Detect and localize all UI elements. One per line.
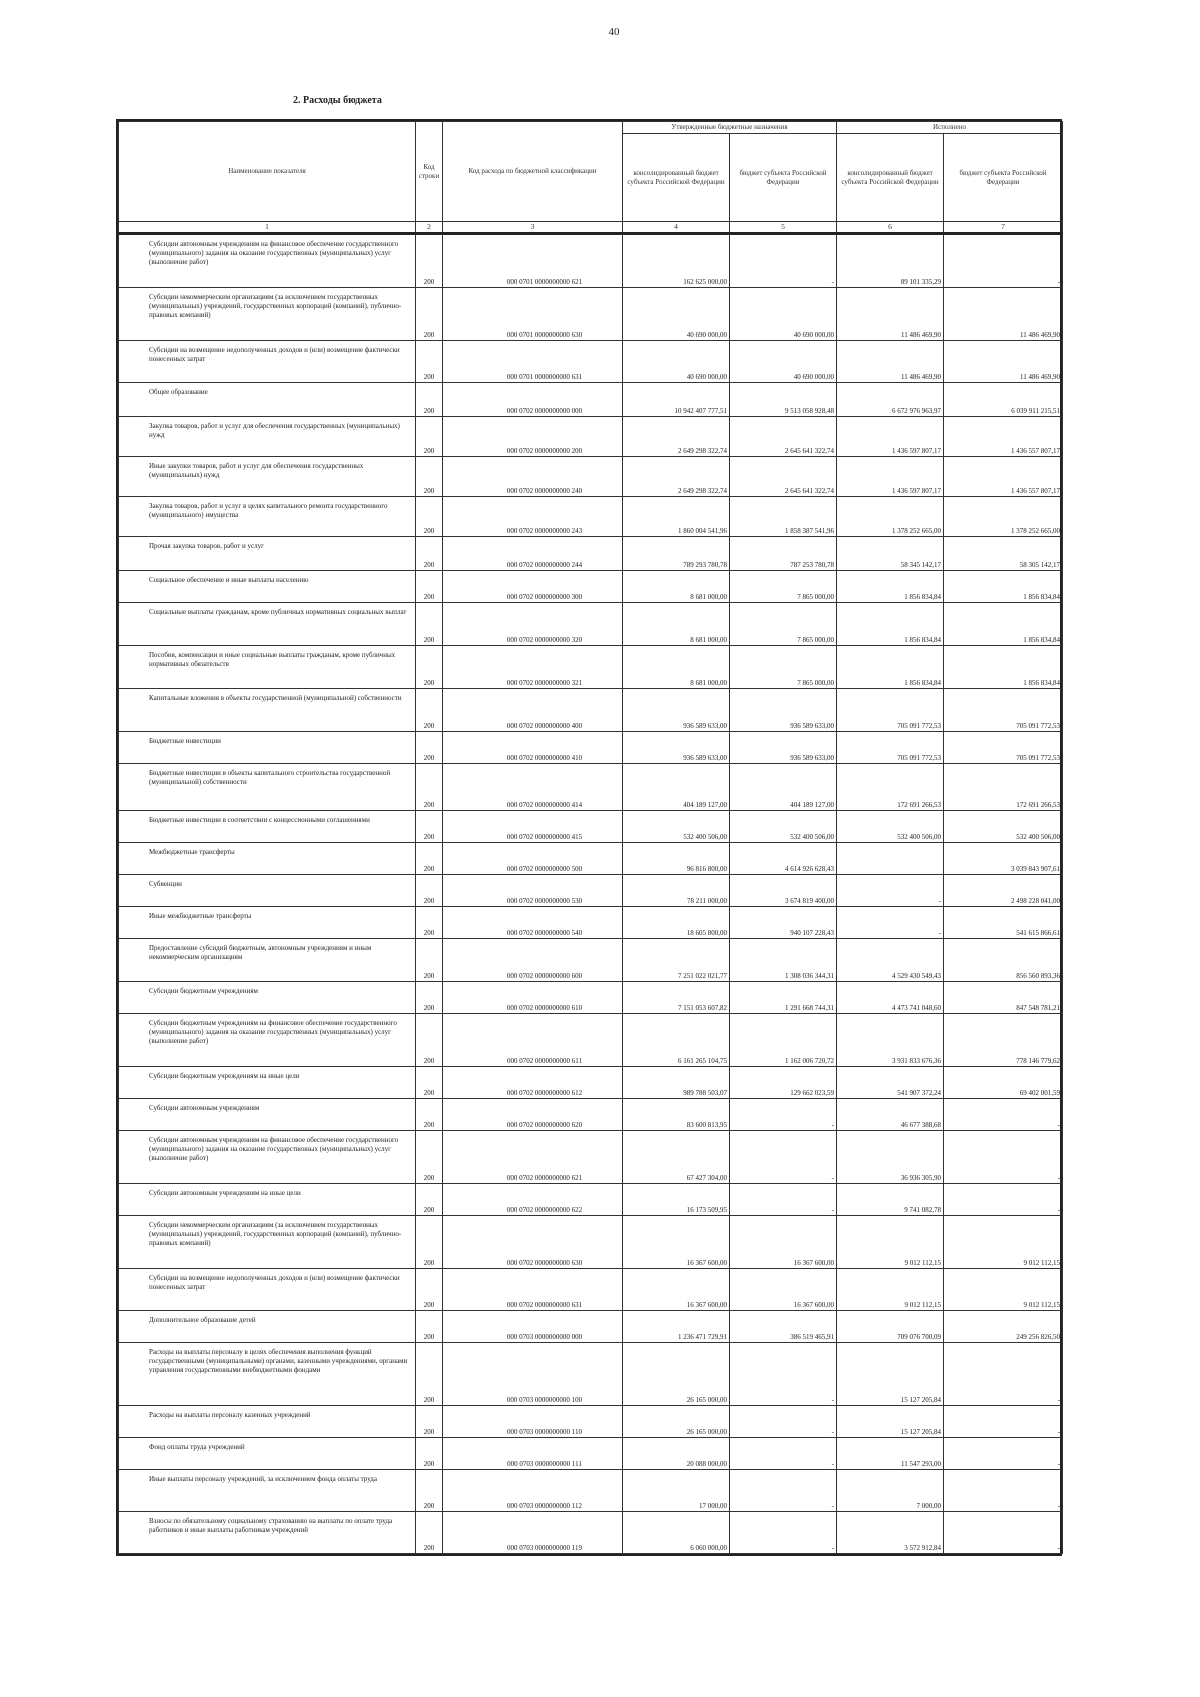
row-executed-consolidated: 11 547 293,00 [837,1438,944,1470]
row-approved-subject: - [730,1343,837,1406]
row-line-code: 200 [416,234,443,288]
row-name: Субсидии на возмещение недополученных доходов и (или) возмещение фактически понесенных затрат [119,1269,416,1311]
row-line-code: 200 [416,764,443,811]
row-executed-subject: 1 436 557 807,17 [944,417,1063,457]
row-name: Социальные выплаты гражданам, кроме публичных нормативных социальных выплат [119,603,416,646]
row-kbk-code: 000 0702 0000000000 621 [443,1131,623,1184]
row-approved-subject: - [730,1470,837,1512]
row-executed-subject: 249 256 826,50 [944,1311,1063,1343]
row-approved-consolidated: 8 681 000,00 [623,646,730,689]
row-name: Фонд оплаты труда учреждений [119,1438,416,1470]
row-approved-subject: - [730,1512,837,1554]
row-line-code: 200 [416,1131,443,1184]
row-name: Иные выплаты персоналу учреждений, за исключением фонда оплаты труда [119,1470,416,1512]
table-row [119,1099,1063,1131]
row-kbk-code: 000 0703 0000000000 112 [443,1470,623,1512]
row-kbk-code: 000 0702 0000000000 244 [443,537,623,571]
table-row [119,537,1063,571]
row-approved-consolidated: 26 165 000,00 [623,1343,730,1406]
row-name: Субсидии бюджетным учреждениям на финансовое обеспечение государственного (муниципального) задания на оказание государственных (муниципальных) услуг (выполнение работ) [119,1014,416,1067]
row-executed-consolidated: 1 856 834,84 [837,571,944,603]
table-row [119,689,1063,732]
table-row [119,457,1063,497]
row-name: Дополнительное образование детей [119,1311,416,1343]
row-executed-subject: 9 012 112,15 [944,1216,1063,1269]
row-executed-subject: - [944,1343,1063,1406]
row-executed-subject: 856 560 893,36 [944,939,1063,982]
row-name: Субсидии бюджетным учреждениям на иные цели [119,1067,416,1099]
header-name: Наименование показателя [119,122,416,222]
row-approved-subject: 4 614 926 628,43 [730,843,837,875]
row-name: Субвенции [119,875,416,907]
table-row [119,1470,1063,1512]
row-line-code: 200 [416,646,443,689]
row-line-code: 200 [416,341,443,383]
row-executed-subject: 3 039 843 907,61 [944,843,1063,875]
row-kbk-code: 000 0702 0000000000 530 [443,875,623,907]
row-kbk-code: 000 0701 0000000000 630 [443,288,623,341]
row-approved-subject: 16 367 600,00 [730,1269,837,1311]
row-approved-subject: 1 858 387 541,96 [730,497,837,537]
row-line-code: 200 [416,811,443,843]
row-approved-consolidated: 936 589 633,00 [623,732,730,764]
row-approved-subject: 129 662 023,59 [730,1067,837,1099]
row-executed-subject: - [944,1131,1063,1184]
row-approved-consolidated: 7 251 022 021,77 [623,939,730,982]
row-executed-consolidated: 1 856 834,84 [837,646,944,689]
row-line-code: 200 [416,1184,443,1216]
row-line-code: 200 [416,1406,443,1438]
row-approved-subject: 7 865 000,00 [730,571,837,603]
row-approved-subject: 936 589 633,00 [730,689,837,732]
row-executed-subject: 11 486 469,90 [944,288,1063,341]
row-approved-subject: 7 865 000,00 [730,646,837,689]
page-number: 40 [608,26,620,38]
row-name: Субсидии бюджетным учреждениям [119,982,416,1014]
row-name: Бюджетные инвестиции [119,732,416,764]
row-approved-subject: 940 107 228,43 [730,907,837,939]
row-executed-consolidated: 9 012 112,15 [837,1269,944,1311]
row-kbk-code: 000 0701 0000000000 631 [443,341,623,383]
row-line-code: 200 [416,288,443,341]
row-line-code: 200 [416,1512,443,1554]
table-row [119,732,1063,764]
row-name: Межбюджетные трансферты [119,843,416,875]
row-executed-subject: 6 039 911 215,51 [944,383,1063,417]
row-kbk-code: 000 0702 0000000000 300 [443,571,623,603]
row-approved-subject: 1 291 668 744,31 [730,982,837,1014]
row-executed-subject: 58 305 142,17 [944,537,1063,571]
row-approved-subject: 9 513 058 928,48 [730,383,837,417]
row-kbk-code: 000 0702 0000000000 630 [443,1216,623,1269]
row-approved-consolidated: 20 088 000,00 [623,1438,730,1470]
row-approved-subject: - [730,1131,837,1184]
header-executed-subject: бюджет субъекта Российской Федерации [944,134,1063,222]
table-row [119,1014,1063,1067]
row-executed-consolidated: 541 907 372,24 [837,1067,944,1099]
row-executed-subject: 778 146 779,62 [944,1014,1063,1067]
row-executed-subject: 532 400 506,00 [944,811,1063,843]
table-row [119,1184,1063,1216]
row-executed-subject: - [944,234,1063,288]
header-executed-group: Исполнено [837,122,1063,134]
table-row [119,1406,1063,1438]
header-line-code: Код строки [416,122,443,222]
table-row [119,1269,1063,1311]
row-kbk-code: 000 0702 0000000000 500 [443,843,623,875]
row-line-code: 200 [416,383,443,417]
table-row [119,907,1063,939]
row-line-code: 200 [416,1470,443,1512]
row-executed-consolidated: 172 691 266,53 [837,764,944,811]
row-name: Пособия, компенсации и иные социальные выплаты гражданам, кроме публичных нормативных обязательств [119,646,416,689]
row-name: Субсидии некоммерческим организациям (за исключением государственных (муниципальных) учреждений, государственных корпораций (компаний), публично-правовых компаний) [119,1216,416,1269]
row-approved-consolidated: 16 173 509,95 [623,1184,730,1216]
row-approved-subject: - [730,1184,837,1216]
row-executed-consolidated: 709 076 700,09 [837,1311,944,1343]
row-name: Субсидии автономным учреждениям на иные цели [119,1184,416,1216]
table-row [119,234,1063,288]
table-row [119,1311,1063,1343]
row-executed-subject: - [944,1184,1063,1216]
row-approved-subject: - [730,234,837,288]
row-executed-subject: 1 856 834,84 [944,603,1063,646]
row-executed-subject: 1 856 834,84 [944,646,1063,689]
row-executed-consolidated: 89 101 335,29 [837,234,944,288]
row-kbk-code: 000 0702 0000000000 320 [443,603,623,646]
table-row [119,843,1063,875]
row-approved-subject: 386 519 465,91 [730,1311,837,1343]
row-name: Закупка товаров, работ и услуг в целях капитального ремонта государственного (муниципального) имущества [119,497,416,537]
row-approved-subject: 1 162 006 720,72 [730,1014,837,1067]
row-approved-consolidated: 936 589 633,00 [623,689,730,732]
row-line-code: 200 [416,1067,443,1099]
row-line-code: 200 [416,1099,443,1131]
row-kbk-code: 000 0702 0000000000 243 [443,497,623,537]
row-approved-subject: 404 189 127,00 [730,764,837,811]
row-kbk-code: 000 0702 0000000000 610 [443,982,623,1014]
row-executed-subject: 1 856 834,84 [944,571,1063,603]
row-line-code: 200 [416,843,443,875]
column-number: 6 [837,222,944,234]
row-executed-consolidated: 705 091 772,53 [837,732,944,764]
row-kbk-code: 000 0703 0000000000 000 [443,1311,623,1343]
table-row [119,1131,1063,1184]
table-row [119,982,1063,1014]
row-kbk-code: 000 0701 0000000000 621 [443,234,623,288]
row-line-code: 200 [416,1014,443,1067]
row-approved-consolidated: 6 161 265 104,75 [623,1014,730,1067]
table-row [119,1216,1063,1269]
row-approved-subject: - [730,1406,837,1438]
row-name: Иные межбюджетные трансферты [119,907,416,939]
row-approved-consolidated: 16 367 600,00 [623,1269,730,1311]
row-executed-consolidated: 11 486 469,90 [837,288,944,341]
row-executed-consolidated: 705 091 772,53 [837,689,944,732]
row-executed-subject: 11 486 469,90 [944,341,1063,383]
row-approved-consolidated: 6 060 000,00 [623,1512,730,1554]
table-row [119,341,1063,383]
header-executed-consolidated: консолидированный бюджет субъекта Российской Федерации [837,134,944,222]
row-executed-consolidated: 1 378 252 665,00 [837,497,944,537]
row-approved-consolidated: 83 600 813,95 [623,1099,730,1131]
row-approved-consolidated: 7 151 053 607,82 [623,982,730,1014]
row-approved-consolidated: 40 690 000,00 [623,341,730,383]
row-approved-consolidated: 2 649 298 322,74 [623,457,730,497]
row-approved-consolidated: 1 236 471 729,91 [623,1311,730,1343]
row-approved-consolidated: 404 189 127,00 [623,764,730,811]
row-executed-consolidated: 3 931 833 676,36 [837,1014,944,1067]
row-name: Закупка товаров, работ и услуг для обеспечения государственных (муниципальных) нужд [119,417,416,457]
row-executed-subject: 705 091 772,53 [944,732,1063,764]
row-executed-subject: 2 498 228 041,00 [944,875,1063,907]
row-executed-consolidated: 7 000,00 [837,1470,944,1512]
row-executed-consolidated [837,843,944,875]
row-kbk-code: 000 0703 0000000000 111 [443,1438,623,1470]
table-row [119,383,1063,417]
row-line-code: 200 [416,1216,443,1269]
row-approved-consolidated: 2 649 298 322,74 [623,417,730,457]
row-approved-subject: 787 253 780,78 [730,537,837,571]
table-row [119,1343,1063,1406]
row-kbk-code: 000 0702 0000000000 200 [443,417,623,457]
row-name: Бюджетные инвестиции в объекты капитального строительства государственной (муниципальной) собственности [119,764,416,811]
row-approved-subject: - [730,1099,837,1131]
table-body [119,234,1063,1554]
row-approved-subject: 2 645 641 322,74 [730,417,837,457]
row-kbk-code: 000 0702 0000000000 321 [443,646,623,689]
row-approved-subject: 1 308 036 344,31 [730,939,837,982]
row-approved-consolidated: 40 690 000,00 [623,288,730,341]
row-executed-subject: 847 548 781,21 [944,982,1063,1014]
row-executed-subject: - [944,1406,1063,1438]
row-kbk-code: 000 0702 0000000000 620 [443,1099,623,1131]
row-kbk-code: 000 0703 0000000000 110 [443,1406,623,1438]
row-approved-consolidated: 8 681 000,00 [623,603,730,646]
row-executed-consolidated: 1 856 834,84 [837,603,944,646]
row-kbk-code: 000 0702 0000000000 414 [443,764,623,811]
row-name: Субсидии на возмещение недополученных доходов и (или) возмещение фактически понесенных затрат [119,341,416,383]
row-kbk-code: 000 0702 0000000000 611 [443,1014,623,1067]
column-number: 1 [119,222,416,234]
row-name: Субсидии автономным учреждениям на финансовое обеспечение государственного (муниципального) задания на оказание государственных (муниципальных) услуг (выполнение работ) [119,234,416,288]
row-approved-consolidated: 18 605 800,00 [623,907,730,939]
row-approved-consolidated: 10 942 407 777,51 [623,383,730,417]
row-line-code: 200 [416,982,443,1014]
table-row [119,497,1063,537]
row-executed-consolidated: - [837,875,944,907]
row-kbk-code: 000 0702 0000000000 600 [443,939,623,982]
row-approved-consolidated: 17 000,00 [623,1470,730,1512]
row-kbk-code: 000 0702 0000000000 400 [443,689,623,732]
expenditure-table-frame [116,119,1062,1556]
row-approved-consolidated: 67 427 304,00 [623,1131,730,1184]
header-kbk: Код расхода по бюджетной классификации [443,122,623,222]
row-name: Иные закупки товаров, работ и услуг для обеспечения государственных (муниципальных) нужд [119,457,416,497]
row-executed-subject: 1 378 252 665,00 [944,497,1063,537]
row-executed-consolidated: 1 436 597 807,17 [837,457,944,497]
row-kbk-code: 000 0702 0000000000 410 [443,732,623,764]
row-executed-subject: - [944,1470,1063,1512]
column-number: 3 [443,222,623,234]
row-executed-subject: 541 615 866,61 [944,907,1063,939]
row-executed-subject: 1 436 557 807,17 [944,457,1063,497]
row-name: Предоставление субсидий бюджетным, автономным учреждениям и иным некоммерческим организациям [119,939,416,982]
row-executed-subject: - [944,1438,1063,1470]
row-name: Бюджетные инвестиции в соответствии с концессионными соглашениями [119,811,416,843]
row-line-code: 200 [416,875,443,907]
row-executed-consolidated: 36 936 305,90 [837,1131,944,1184]
row-kbk-code: 000 0702 0000000000 631 [443,1269,623,1311]
row-executed-subject: - [944,1512,1063,1554]
table-row [119,646,1063,689]
row-line-code: 200 [416,1311,443,1343]
row-name: Взносы по обязательному социальному страхованию на выплаты по оплате труда работников и иные выплаты работникам учреждений [119,1512,416,1554]
row-line-code: 200 [416,603,443,646]
row-approved-subject: 2 645 641 322,74 [730,457,837,497]
row-line-code: 200 [416,497,443,537]
table-row [119,939,1063,982]
row-executed-subject: 705 091 772,53 [944,689,1063,732]
row-kbk-code: 000 0702 0000000000 540 [443,907,623,939]
row-line-code: 200 [416,689,443,732]
row-line-code: 200 [416,1269,443,1311]
row-approved-consolidated: 162 625 000,00 [623,234,730,288]
table-row [119,288,1063,341]
row-name: Субсидии некоммерческим организациям (за исключением государственных (муниципальных) учреждений, государственных корпораций (компаний), публично-правовых компаний) [119,288,416,341]
row-executed-subject: - [944,1099,1063,1131]
row-approved-consolidated: 16 367 600,00 [623,1216,730,1269]
row-approved-subject: 3 674 819 400,00 [730,875,837,907]
row-approved-subject: - [730,1438,837,1470]
row-executed-consolidated: 15 127 205,84 [837,1406,944,1438]
row-executed-consolidated: 532 400 506,00 [837,811,944,843]
table-row [119,764,1063,811]
table-row [119,603,1063,646]
header-approved-group: Утвержденные бюджетные назначения [623,122,837,134]
row-approved-subject: 936 589 633,00 [730,732,837,764]
row-approved-consolidated: 789 293 780,78 [623,537,730,571]
row-executed-consolidated: 46 677 388,68 [837,1099,944,1131]
row-executed-consolidated: 6 672 976 963,97 [837,383,944,417]
row-approved-consolidated: 26 165 000,00 [623,1406,730,1438]
section-title: 2. Расходы бюджета [293,95,382,106]
row-line-code: 200 [416,732,443,764]
row-name: Субсидии автономным учреждениям на финансовое обеспечение государственного (муниципального) задания на оказание государственных (муниципальных) услуг (выполнение работ) [119,1131,416,1184]
row-kbk-code: 000 0702 0000000000 000 [443,383,623,417]
row-name: Капитальные вложения в объекты государственной (муниципальной) собственности [119,689,416,732]
row-kbk-code: 000 0702 0000000000 612 [443,1067,623,1099]
table-row [119,1067,1063,1099]
table-row [119,875,1063,907]
row-approved-subject: 16 367 600,00 [730,1216,837,1269]
column-number: 4 [623,222,730,234]
row-name: Прочая закупка товаров, работ и услуг [119,537,416,571]
header-approved-subject: бюджет субъекта Российской Федерации [730,134,837,222]
row-executed-consolidated: 4 529 430 549,43 [837,939,944,982]
row-approved-subject: 7 865 000,00 [730,603,837,646]
row-kbk-code: 000 0703 0000000000 100 [443,1343,623,1406]
row-line-code: 200 [416,457,443,497]
row-executed-subject: 9 012 112,15 [944,1269,1063,1311]
row-line-code: 200 [416,1438,443,1470]
column-number: 5 [730,222,837,234]
row-approved-consolidated: 1 860 004 541,96 [623,497,730,537]
row-line-code: 200 [416,571,443,603]
row-name: Общее образование [119,383,416,417]
row-approved-subject: 532 400 506,00 [730,811,837,843]
row-executed-consolidated: 9 741 082,78 [837,1184,944,1216]
row-line-code: 200 [416,417,443,457]
row-executed-subject: 69 402 001,59 [944,1067,1063,1099]
table-row [119,417,1063,457]
row-kbk-code: 000 0702 0000000000 415 [443,811,623,843]
row-approved-consolidated: 96 816 800,00 [623,843,730,875]
row-approved-consolidated: 989 788 503,07 [623,1067,730,1099]
row-kbk-code: 000 0702 0000000000 240 [443,457,623,497]
row-executed-consolidated: 3 572 912,84 [837,1512,944,1554]
row-executed-consolidated: 58 345 142,17 [837,537,944,571]
row-approved-consolidated: 78 211 000,00 [623,875,730,907]
row-executed-consolidated: 4 473 741 048,60 [837,982,944,1014]
column-number: 2 [416,222,443,234]
column-number: 7 [944,222,1063,234]
row-name: Социальное обеспечение и иные выплаты населению [119,571,416,603]
row-approved-consolidated: 532 400 506,00 [623,811,730,843]
row-approved-subject: 40 690 000,00 [730,341,837,383]
row-executed-subject: 172 691 266,53 [944,764,1063,811]
row-executed-consolidated: 9 012 112,15 [837,1216,944,1269]
row-approved-consolidated: 8 681 000,00 [623,571,730,603]
row-executed-consolidated: 1 436 597 807,17 [837,417,944,457]
row-line-code: 200 [416,939,443,982]
row-executed-consolidated: 11 486 469,90 [837,341,944,383]
row-line-code: 200 [416,537,443,571]
row-executed-consolidated: - [837,907,944,939]
table-row [119,1512,1063,1554]
row-kbk-code: 000 0703 0000000000 119 [443,1512,623,1554]
row-name: Расходы на выплаты персоналу казенных учреждений [119,1406,416,1438]
table-row [119,811,1063,843]
row-kbk-code: 000 0702 0000000000 622 [443,1184,623,1216]
row-line-code: 200 [416,1343,443,1406]
expenditure-table [118,121,1063,1554]
row-approved-subject: 40 690 000,00 [730,288,837,341]
row-name: Расходы на выплаты персоналу в целях обеспечения выполнения функций государственными (муниципальными) органами, казенными учреждениями, органами управления государственными внебюджетными фондами [119,1343,416,1406]
row-line-code: 200 [416,907,443,939]
header-approved-consolidated: консолидированный бюджет субъекта Российской Федерации [623,134,730,222]
row-executed-consolidated: 15 127 205,84 [837,1343,944,1406]
row-name: Субсидии автономным учреждениям [119,1099,416,1131]
table-row [119,1438,1063,1470]
table-row [119,571,1063,603]
